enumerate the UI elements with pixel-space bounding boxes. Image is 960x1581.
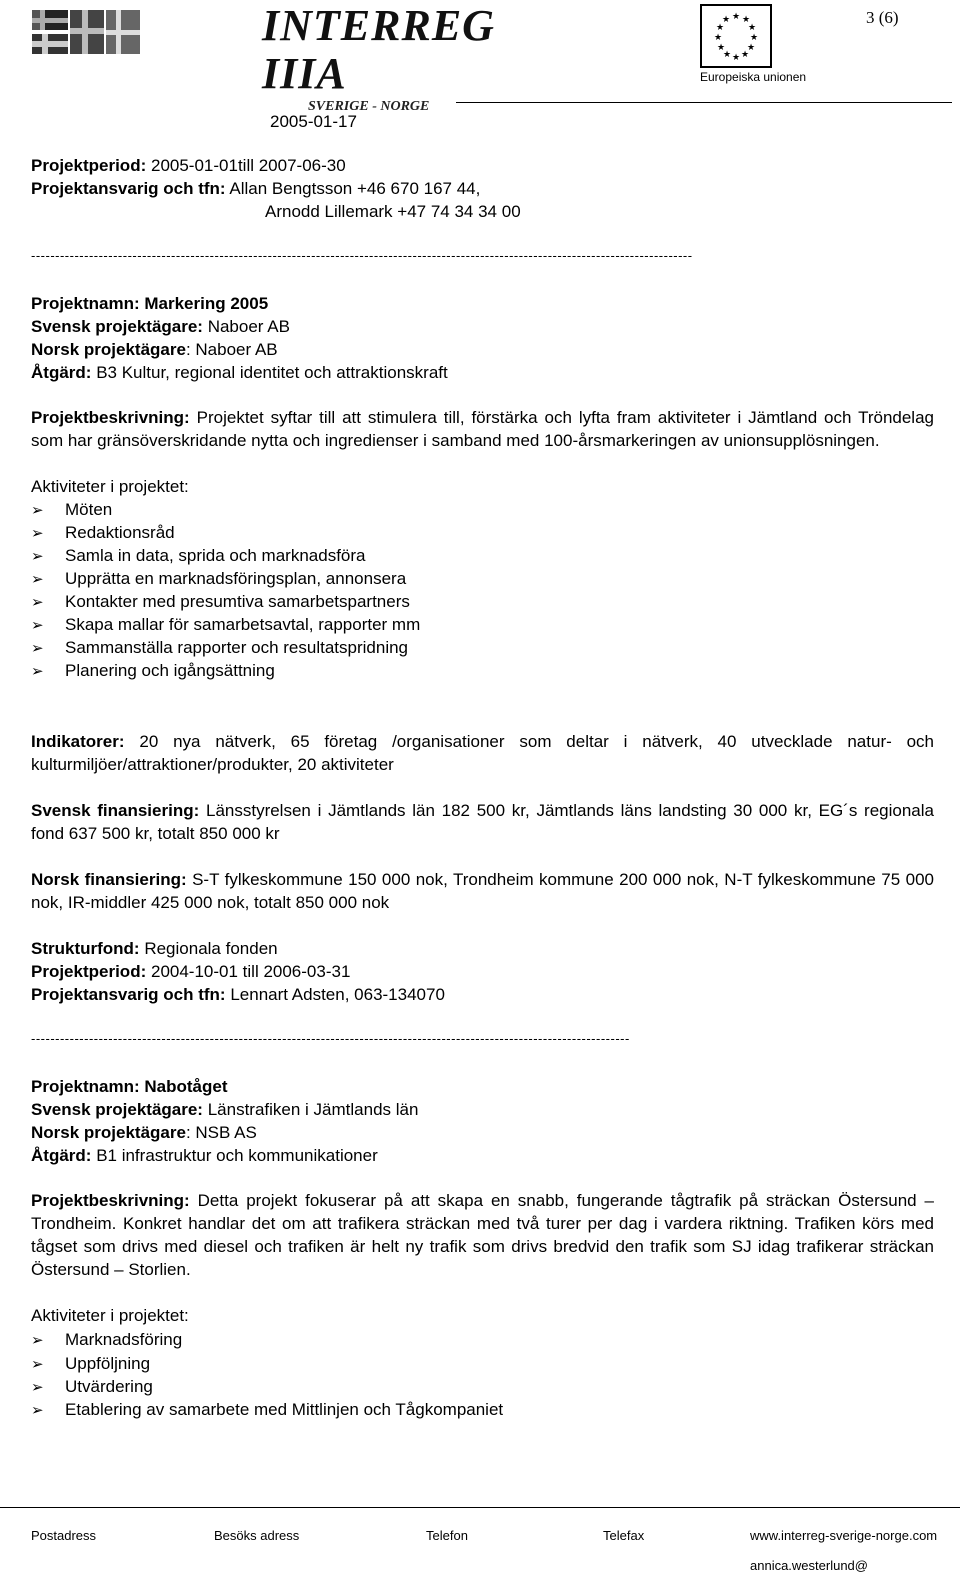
arrow-bullet-icon: ➢ — [31, 571, 44, 588]
project1-no-owner: Norsk projektägare: Naboer AB — [31, 340, 278, 359]
project1-name: Projektnamn: Markering 2005 — [31, 294, 269, 313]
arrow-bullet-icon: ➢ — [31, 525, 44, 542]
list-item: ➢ Upprätta en marknadsföringsplan, annonsera — [31, 567, 406, 591]
svg-text:★: ★ — [721, 15, 731, 25]
project1-description: Projektbeskrivning: Projektet syftar till att stimulera till, förstärka och lyfta fram aktiviteter i Jämtland och Tröndelag som har gränsöverskridande nytta och ingredienser i samband med 100-årsmarkeringen av unionsupplösningen. — [31, 408, 934, 450]
document-date: 2005-01-17 — [270, 112, 357, 131]
arrow-bullet-icon: ➢ — [31, 594, 44, 611]
project0-responsible-2: Arnodd Lillemark +47 74 34 34 00 — [265, 202, 521, 221]
footer-email[interactable]: annica.westerlund@ — [750, 1558, 868, 1573]
svg-text:★: ★ — [715, 23, 725, 33]
svg-text:★: ★ — [713, 33, 723, 43]
list-item: ➢ Kontakter med presumtiva samarbetspartners — [31, 590, 410, 614]
list-item: ➢ Marknadsföring — [31, 1328, 182, 1352]
arrow-bullet-icon: ➢ — [31, 1332, 44, 1349]
footer-phone: Telefon — [426, 1528, 468, 1543]
project2-measure: Åtgärd: B1 infrastruktur och kommunikationer — [31, 1146, 378, 1165]
svg-text:★: ★ — [747, 23, 757, 33]
header-logo-flags — [30, 4, 256, 70]
svg-text:★: ★ — [722, 50, 732, 60]
project2-se-owner: Svensk projektägare: Länstrafiken i Jämtlands län — [31, 1100, 419, 1119]
arrow-bullet-icon: ➢ — [31, 640, 44, 657]
interreg-logo-title: INTERREG IIIA — [262, 1, 495, 98]
separator-2: ---------------------------------------------------------------------------------------------------------------------------- — [31, 1031, 630, 1046]
project1-no-financing: Norsk finansiering: S-T fylkeskommune 150 000 nok, Trondheim kommune 200 000 nok, N-T fylkeskommune 75 000 nok, IR-middler 425 000 nok, totalt 850 000 nok — [31, 870, 934, 912]
svg-text:★: ★ — [741, 15, 751, 25]
list-item: ➢ Samla in data, sprida och marknadsföra — [31, 544, 366, 568]
separator-1: ----------------------------------------------------------------------------------------------------------------------------------------- — [31, 248, 693, 263]
project1-se-owner: Svensk projektägare: Naboer AB — [31, 317, 290, 336]
list-item: ➢ Planering och igångsättning — [31, 659, 275, 683]
project1-responsible: Projektansvarig och tfn: Lennart Adsten, 063-134070 — [31, 985, 445, 1004]
project2-name: Projektnamn: Nabotåget — [31, 1077, 228, 1096]
list-item: ➢ Utvärdering — [31, 1375, 153, 1399]
project1-indicators: Indikatorer: 20 nya nätverk, 65 företag /organisationer som deltar i nätverk, 40 utvecklade natur- och kulturmiljöer/attraktioner/produkter, 20 aktiviteter — [31, 732, 934, 774]
footer-rule — [0, 1507, 960, 1508]
list-item: ➢ Möten — [31, 498, 112, 522]
arrow-bullet-icon: ➢ — [31, 1402, 44, 1419]
eu-flag-icon — [700, 4, 772, 68]
svg-text:★: ★ — [731, 53, 741, 63]
list-item: ➢ Redaktionsråd — [31, 521, 175, 545]
project1-measure: Åtgärd: B3 Kultur, regional identitet och attraktionskraft — [31, 363, 448, 382]
project2-activities-label: Aktiviteter i projektet: — [31, 1306, 189, 1325]
interreg-logo — [262, 1, 552, 114]
list-item: ➢ Sammanställa rapporter och resultatspridning — [31, 636, 408, 660]
project1-fund: Strukturfond: Regionala fonden — [31, 939, 278, 958]
svg-text:★: ★ — [749, 33, 759, 43]
arrow-bullet-icon: ➢ — [31, 548, 44, 565]
project2-no-owner: Norsk projektägare: NSB AS — [31, 1123, 257, 1142]
arrow-bullet-icon: ➢ — [31, 663, 44, 680]
eu-label: Europeiska unionen — [700, 70, 807, 84]
project0-responsible: Projektansvarig och tfn: Allan Bengtsson +46 670 167 44, — [31, 179, 481, 198]
interreg-logo-subtitle: SVERIGE - NORGE — [308, 99, 430, 114]
project1-period: Projektperiod: 2004-10-01 till 2006-03-31 — [31, 962, 351, 981]
svg-text:★: ★ — [716, 43, 726, 53]
header-rule — [456, 102, 952, 103]
list-item: ➢ Skapa mallar för samarbetsavtal, rapporter mm — [31, 613, 420, 637]
page-number: 3 (6) — [866, 8, 899, 27]
list-item: ➢ Uppföljning — [31, 1352, 150, 1376]
footer-fax: Telefax — [603, 1528, 645, 1543]
svg-text:★: ★ — [746, 43, 756, 53]
arrow-bullet-icon: ➢ — [31, 1356, 44, 1373]
footer-postal: Postadress — [31, 1528, 97, 1543]
arrow-bullet-icon: ➢ — [31, 502, 44, 519]
project0-period: Projektperiod: 2005-01-01till 2007-06-30 — [31, 156, 346, 175]
project2-description: Projektbeskrivning: Detta projekt fokuserar på att skapa en snabb, fungerande tågtrafik på sträckan Östersund – Trondheim. Konkret handlar det om att trafikera sträckan med två turer per dag i vardera riktning. Trafiken körs med tågset som drivs med diesel och trafiken är helt ny trafik som drivs bredvid den trafik som SJ idag trafikerar sträckan Östersund – Storlien. — [31, 1191, 934, 1279]
arrow-bullet-icon: ➢ — [31, 617, 44, 634]
project1-se-financing: Svensk finansiering: Länsstyrelsen i Jämtlands län 182 500 kr, Jämtlands läns landsting 30 000 kr, EG´s regionala fond 637 500 kr, totalt 850 000 kr — [31, 801, 934, 843]
project1-activities-label: Aktiviteter i projektet: — [31, 477, 189, 496]
svg-text:★: ★ — [740, 50, 750, 60]
list-item: ➢ Etablering av samarbete med Mittlinjen och Tågkompaniet — [31, 1398, 503, 1422]
arrow-bullet-icon: ➢ — [31, 1379, 44, 1396]
footer-website[interactable]: www.interreg-sverige-norge.com — [750, 1528, 938, 1543]
footer-visit: Besöks adress — [214, 1528, 300, 1543]
svg-text:★: ★ — [731, 12, 741, 22]
